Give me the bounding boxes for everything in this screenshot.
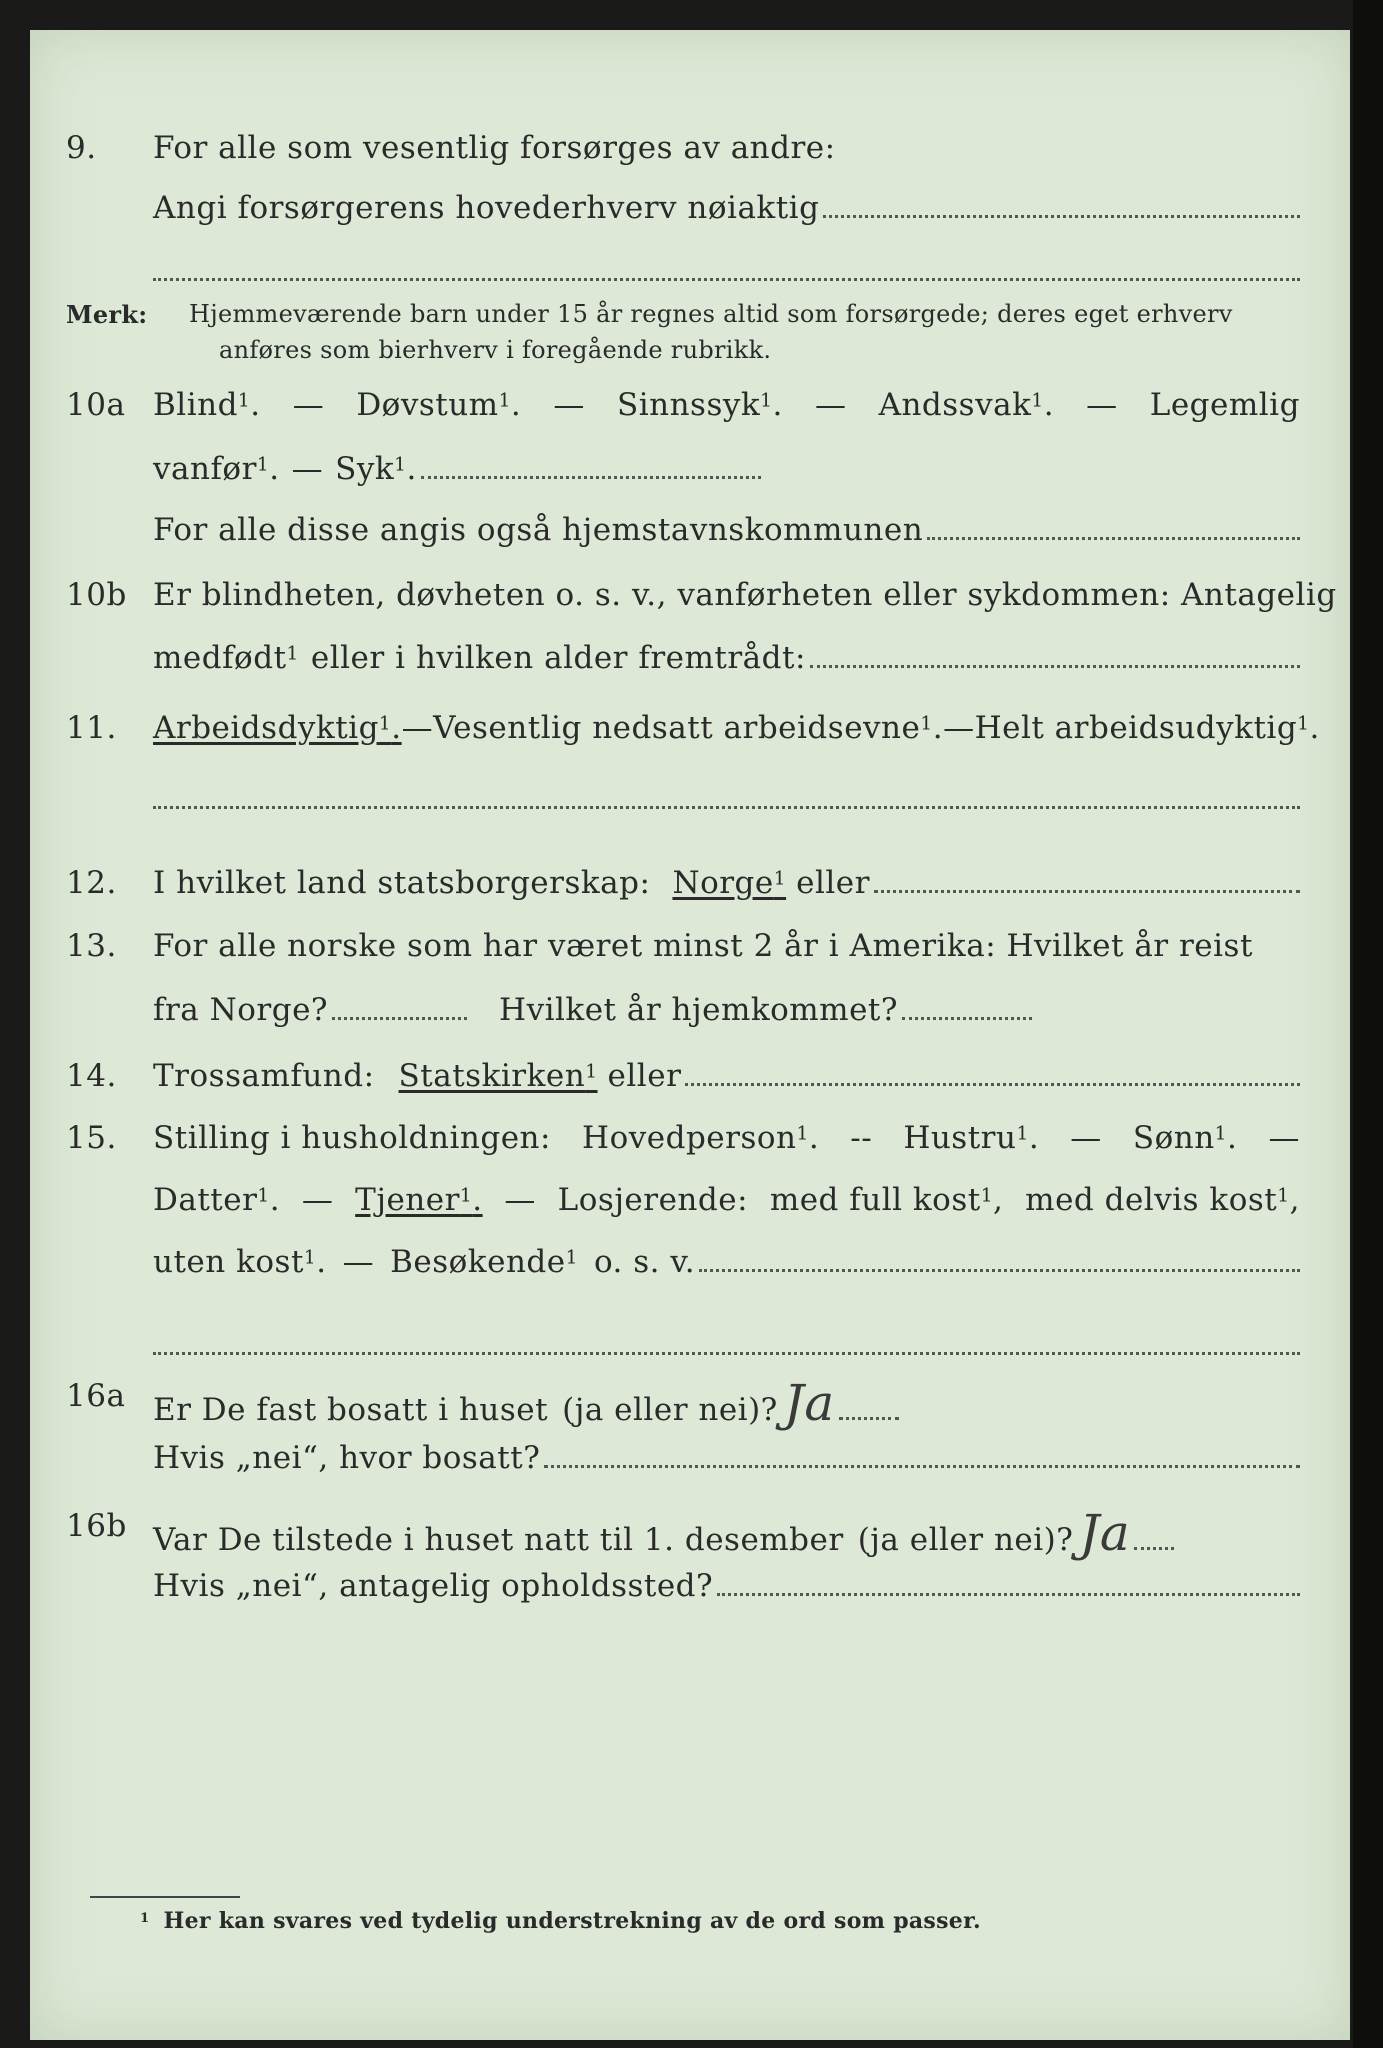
q16b-number: 16b <box>66 1508 127 1544</box>
q16b-line1 <box>30 1504 1350 1562</box>
q10b-line1 <box>30 577 1350 627</box>
q15-line2: Datter$^1$. — Tjener$^1$. — Losjerende: med full kost$^1$, med delvis kost$^1$, <box>153 1182 1300 1218</box>
opt-legemlig[interactable]: Legemlig <box>1149 387 1300 423</box>
opt-sinnssyk[interactable]: Sinnssyk$^1$. <box>616 387 783 423</box>
q16a-line1 <box>30 1374 1350 1432</box>
q16a-number: 16a <box>66 1378 126 1414</box>
q10a-hjemstavn-field[interactable] <box>927 536 1300 540</box>
opt-statskirken[interactable]: Statskirken$^1$ <box>398 1058 598 1094</box>
opt-hovedperson[interactable]: Hovedperson$^1$. <box>582 1120 820 1156</box>
q10b-text: Er blindheten, døvheten o. s. v., vanførheten eller sykdommen: Antagelig <box>153 577 1337 613</box>
merk-note <box>66 300 1316 380</box>
q16a-bosatt-field[interactable] <box>544 1464 1300 1468</box>
q16a-options: (ja eller nei)? <box>562 1392 778 1428</box>
opt-andssvak[interactable]: Andssvak$^1$. <box>878 387 1055 423</box>
opt-datter[interactable]: Datter$^1$. <box>153 1182 281 1218</box>
q10a-line2: vanfør$^1$. — Syk$^1$. <box>30 451 1350 501</box>
q11-answer-line[interactable] <box>153 806 1300 809</box>
q15-line3: uten kost$^1$. — Besøkende$^1$ o. s. v. <box>30 1244 1350 1294</box>
q16a-text: Er De fast bosatt i huset <box>153 1392 549 1428</box>
opt-full-kost[interactable]: med full kost$^1$, <box>769 1182 1004 1218</box>
q13-number: 13. <box>66 928 117 964</box>
scan-edge <box>1353 0 1383 2048</box>
q16b-opholdssted-prompt: Hvis „nei“, antagelig opholdssted? <box>153 1568 714 1604</box>
q13-reist-field[interactable] <box>332 1016 467 1020</box>
q9-line1 <box>30 130 1350 180</box>
opt-syk[interactable]: Syk$^1$. <box>335 451 417 487</box>
census-form-page <box>30 30 1350 2040</box>
q9-prompt: Angi forsørgerens hovederhverv nøiaktig <box>153 190 820 226</box>
q15-line1: 15. Stilling i husholdningen: Hovedperson$^1$. -- Hustru$^1$. — Sønn$^1$. — <box>66 1120 1300 1156</box>
q14-text: Trossamfund: <box>153 1058 375 1094</box>
opt-medfodt[interactable]: medfødt$^1$ <box>153 640 299 676</box>
merk-label: Merk: <box>66 300 148 329</box>
opt-arbeidsudyktig[interactable]: Helt arbeidsudyktig$^1$. <box>974 710 1320 746</box>
opt-sonn[interactable]: Sønn$^1$. <box>1132 1120 1238 1156</box>
opt-norge[interactable]: Norge$^1$ <box>672 865 787 901</box>
q10b-answer-field[interactable] <box>810 664 1300 668</box>
q12-number: 12. <box>66 865 117 901</box>
q12-answer-field[interactable] <box>874 889 1300 893</box>
opt-dovstum[interactable]: Døvstum$^1$. <box>356 387 522 423</box>
q9-line2 <box>30 190 1350 240</box>
footnote: $^1$ Her kan svares ved tydelig understrekning av de ord som passer. <box>140 1908 981 1934</box>
q14-number: 14. <box>66 1058 117 1094</box>
q16b-text: Var De tilstede i huset natt til 1. desember <box>153 1522 844 1558</box>
footnote-rule <box>90 1896 240 1898</box>
opt-nedsatt-arbeidsevne[interactable]: Vesentlig nedsatt arbeidsevne$^1$. <box>433 710 944 746</box>
q11-line: 11. Arbeidsdyktig$^1$. — Vesentlig nedsatt arbeidsevne$^1$. — Helt arbeidsudyktig$^1$. <box>66 710 1320 746</box>
q16a-bosatt-prompt: Hvis „nei“, hvor bosatt? <box>153 1440 541 1476</box>
q14-line: 14. Trossamfund: Statskirken$^1$ eller <box>30 1058 1350 1108</box>
q9-text: For alle som vesentlig forsørges av andre: <box>153 130 836 166</box>
opt-arbeidsdyktig[interactable]: Arbeidsdyktig$^1$. <box>153 710 402 746</box>
q9-number: 9. <box>66 130 97 166</box>
q9-answer-line[interactable] <box>153 278 1300 281</box>
opt-delvis-kost[interactable]: med delvis kost$^1$, <box>1025 1182 1300 1218</box>
q13-hjemkommet-field[interactable] <box>902 1016 1032 1020</box>
opt-uten-kost[interactable]: uten kost$^1$. <box>153 1244 327 1280</box>
q13-line1 <box>30 928 1350 978</box>
q10a-line3 <box>30 512 1350 562</box>
q16a-line2 <box>30 1440 1350 1490</box>
q10a-line1: 10a Blind$^1$. — Døvstum$^1$. — Sinnssyk$^1$. — Andssvak$^1$. — Legemlig <box>66 387 1300 423</box>
opt-besokende[interactable]: Besøkende$^1$ <box>390 1244 578 1280</box>
q16b-answer-ja[interactable]: Ja <box>1079 1504 1131 1562</box>
q13-hjemkommet-prompt: Hvilket år hjemkommet? <box>499 992 899 1028</box>
opt-tjener[interactable]: Tjener$^1$. <box>355 1182 483 1218</box>
q12-text: I hvilket land statsborgerskap: <box>153 865 651 901</box>
q9-answer-field[interactable] <box>823 214 1300 218</box>
q15-answer-field[interactable] <box>699 1268 1300 1272</box>
merk-line1: Hjemmeværende barn under 15 år regnes altid som forsørgede; deres eget erhverv <box>189 300 1233 328</box>
opt-vanfor[interactable]: vanfør$^1$. <box>153 451 280 487</box>
q10a-hjemstavn-prompt: For alle disse angis også hjemstavnskommunen <box>153 512 924 548</box>
q15-answer-line[interactable] <box>153 1352 1300 1355</box>
q10a-syk-field[interactable] <box>421 475 761 479</box>
q16b-opholdssted-field[interactable] <box>717 1592 1300 1596</box>
q13-line2 <box>30 992 1350 1042</box>
opt-hustru[interactable]: Hustru$^1$. <box>903 1120 1040 1156</box>
merk-line2: anføres som bierhverv i foregående rubrikk. <box>219 336 772 364</box>
opt-blind[interactable]: Blind$^1$. <box>153 387 261 423</box>
q10b-alder-prompt: eller i hvilken alder fremtrådt: <box>310 640 806 676</box>
q11-number: 11. <box>66 710 117 746</box>
q10b-number: 10b <box>66 577 127 613</box>
q16b-options: (ja eller nei)? <box>857 1522 1074 1558</box>
q15-number: 15. <box>66 1120 117 1156</box>
q10a-number: 10a <box>66 387 126 423</box>
q14-answer-field[interactable] <box>685 1082 1300 1086</box>
q12-line: 12. I hvilket land statsborgerskap: Norge$^1$ eller <box>30 865 1350 915</box>
q13-reist-prompt: fra Norge? <box>153 992 329 1028</box>
q10b-line2 <box>30 640 1350 690</box>
q16a-answer-ja[interactable]: Ja <box>783 1374 835 1432</box>
q16b-line2 <box>30 1568 1350 1618</box>
q13-text: For alle norske som har været minst 2 år i Amerika: Hvilket år reist <box>153 928 1253 964</box>
